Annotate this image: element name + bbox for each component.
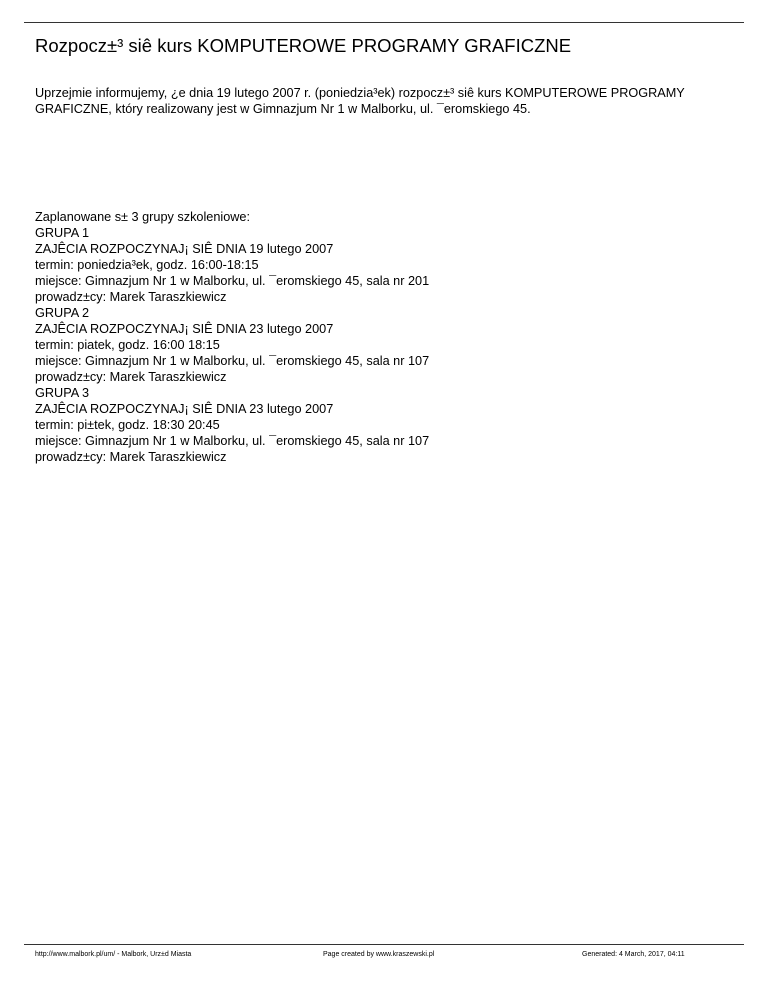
footer-generated-date: Generated: 4 March, 2017, 04:11: [582, 951, 685, 958]
schedule-line: prowadz±cy: Marek Taraszkiewicz: [35, 290, 227, 304]
schedule-line: termin: poniedzia³ek, godz. 16:00-18:15: [35, 258, 259, 272]
schedule-line: GRUPA 2: [35, 306, 90, 320]
schedule-block: [35, 209, 429, 465]
intro-paragraph: Uprzejmie informujemy, ¿e dnia 19 lutego 2007 r. (poniedzia³ek) rozpocz±³ siê kurs KOMPUTEROWE PROGRAMY GRAFICZNE, który realizowany jest w Gimnazjum Nr 1 w Malborku, ul. ¯eromskiego 45.: [35, 86, 685, 116]
schedule-line: GRUPA 3: [35, 386, 90, 400]
footer-source-link[interactable]: http://www.malbork.pl/um/ - Malbork, Urz±d Miasta: [35, 951, 192, 958]
schedule-line: prowadz±cy: Marek Taraszkiewicz: [35, 370, 227, 384]
bottom-divider: [24, 944, 744, 945]
schedule-line: ZAJÊCIA ROZPOCZYNAJ¡ SIÊ DNIA 23 lutego 2007: [35, 402, 334, 416]
schedule-line: ZAJÊCIA ROZPOCZYNAJ¡ SIÊ DNIA 19 lutego 2007: [35, 242, 334, 256]
schedule-line: miejsce: Gimnazjum Nr 1 w Malborku, ul. ¯eromskiego 45, sala nr 201: [35, 274, 430, 288]
page-title: Rozpocz±³ siê kurs KOMPUTEROWE PROGRAMY GRAFICZNE: [35, 35, 572, 56]
schedule-line: GRUPA 1: [35, 226, 90, 240]
schedule-line: ZAJÊCIA ROZPOCZYNAJ¡ SIÊ DNIA 23 lutego 2007: [35, 322, 334, 336]
footer-credit: Page created by www.kraszewski.pl: [323, 951, 435, 958]
top-divider: [24, 22, 744, 23]
schedule-line: termin: piatek, godz. 16:00 18:15: [35, 338, 220, 352]
schedule-line: prowadz±cy: Marek Taraszkiewicz: [35, 450, 227, 464]
schedule-line: miejsce: Gimnazjum Nr 1 w Malborku, ul. ¯eromskiego 45, sala nr 107: [35, 434, 430, 448]
schedule-line: termin: pi±tek, godz. 18:30 20:45: [35, 418, 220, 432]
schedule-line: miejsce: Gimnazjum Nr 1 w Malborku, ul. ¯eromskiego 45, sala nr 107: [35, 354, 430, 368]
schedule-line: Zaplanowane s± 3 grupy szkoleniowe:: [35, 210, 251, 224]
